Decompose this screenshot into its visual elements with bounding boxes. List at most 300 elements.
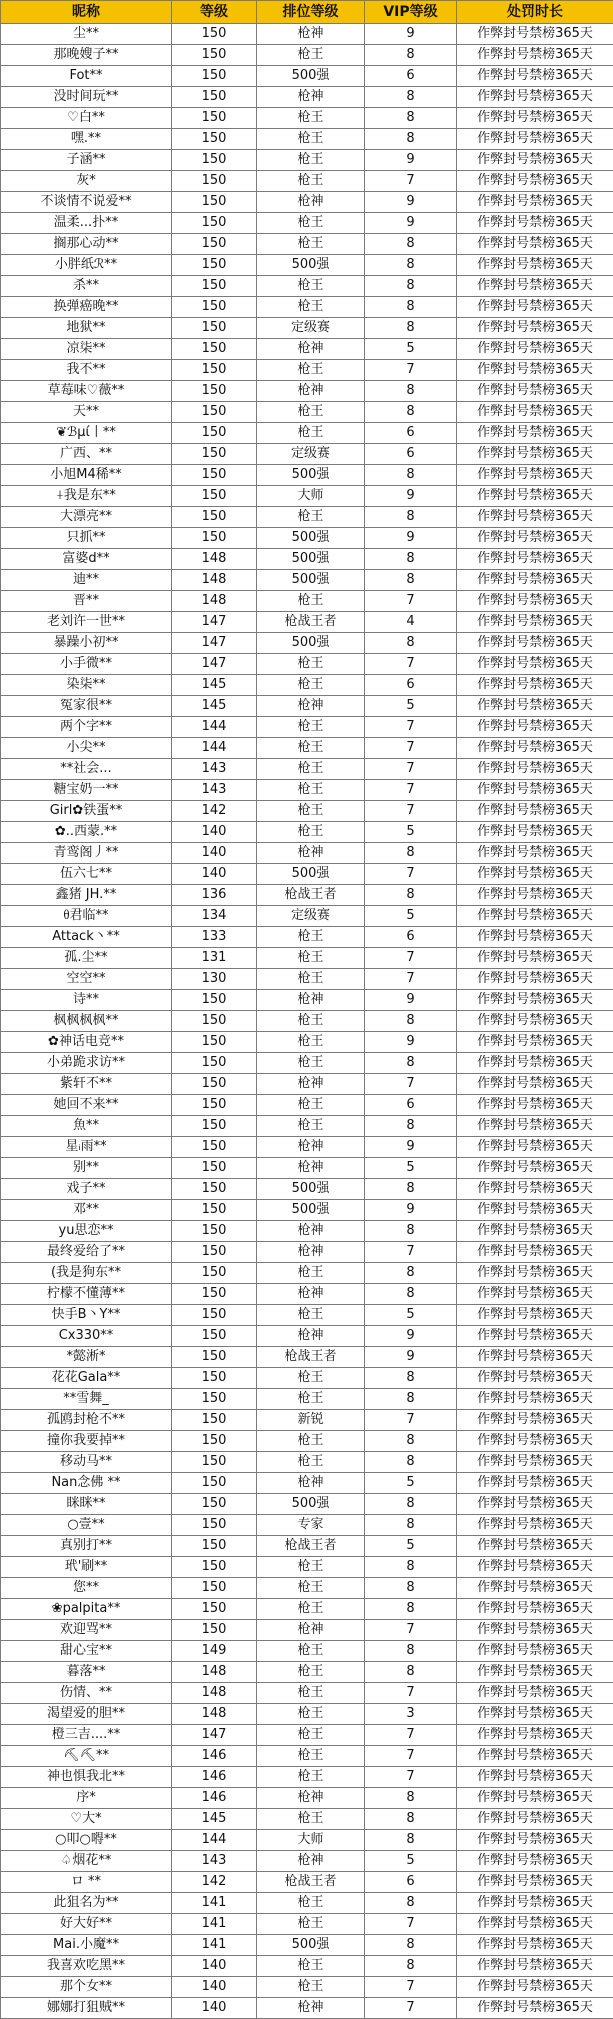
nickname-cell: 只抓** (1, 528, 172, 549)
vip-level-cell: 9 (365, 24, 457, 45)
rank-tier-cell: 枪王 (257, 654, 365, 675)
rank-tier-cell: 枪神 (257, 1221, 365, 1242)
vip-level-cell: 7 (365, 1410, 457, 1431)
nickname-cell: 小胖纸ℛ** (1, 255, 172, 276)
nickname-cell: 别** (1, 1158, 172, 1179)
level-cell: 150 (172, 1095, 257, 1116)
level-cell: 148 (172, 549, 257, 570)
punishment-cell: 作弊封号禁榜365天 (457, 360, 613, 381)
punishment-cell: 作弊封号禁榜365天 (457, 87, 613, 108)
nickname-cell: 您** (1, 1578, 172, 1599)
rank-tier-cell: 枪王 (257, 1662, 365, 1683)
nickname-cell: 大漂亮** (1, 507, 172, 528)
level-cell: 150 (172, 1368, 257, 1389)
table-row (1, 1032, 613, 1053)
table-row (1, 318, 613, 339)
table-row (1, 255, 613, 276)
vip-level-cell: 8 (365, 1431, 457, 1452)
nickname-cell: ❀palpita** (1, 1599, 172, 1620)
nickname-cell: Attack丶** (1, 927, 172, 948)
rank-tier-cell: 枪王 (257, 1725, 365, 1746)
nickname-cell: ♡白** (1, 108, 172, 129)
level-cell: 150 (172, 444, 257, 465)
rank-tier-cell: 大师 (257, 486, 365, 507)
level-cell: 150 (172, 990, 257, 1011)
table-row (1, 696, 613, 717)
level-cell: 145 (172, 1809, 257, 1830)
table-row (1, 1137, 613, 1158)
rank-tier-cell: 枪神 (257, 1620, 365, 1641)
nickname-cell: 地狱** (1, 318, 172, 339)
table-row (1, 1662, 613, 1683)
punishment-cell: 作弊封号禁榜365天 (457, 255, 613, 276)
vip-level-cell: 7 (365, 1725, 457, 1746)
level-cell: 150 (172, 1305, 257, 1326)
nickname-cell: 欢迎骂** (1, 1620, 172, 1641)
rank-tier-cell: 枪王 (257, 129, 365, 150)
table-row (1, 66, 613, 87)
table-row (1, 1326, 613, 1347)
table-row (1, 948, 613, 969)
table-row (1, 1704, 613, 1725)
punishment-cell: 作弊封号禁榜365天 (457, 1725, 613, 1746)
rank-tier-cell: 枪王 (257, 423, 365, 444)
punishment-cell: 作弊封号禁榜365天 (457, 1137, 613, 1158)
nickname-cell: 没时间玩** (1, 87, 172, 108)
table-row (1, 150, 613, 171)
table-row (1, 1683, 613, 1704)
vip-level-cell: 8 (365, 843, 457, 864)
nickname-cell: ⛏⛏** (1, 1746, 172, 1767)
rank-tier-cell: 枪王 (257, 1704, 365, 1725)
level-cell: 142 (172, 801, 257, 822)
level-cell: 150 (172, 1011, 257, 1032)
vip-level-cell: 9 (365, 990, 457, 1011)
level-cell: 150 (172, 486, 257, 507)
table-row (1, 234, 613, 255)
vip-level-cell: 8 (365, 1284, 457, 1305)
punishment-cell: 作弊封号禁榜365天 (457, 1809, 613, 1830)
nickname-cell: Mai.小魔** (1, 1935, 172, 1956)
nickname-cell: 空空** (1, 969, 172, 990)
punishment-cell: 作弊封号禁榜365天 (457, 1599, 613, 1620)
level-cell: 150 (172, 1557, 257, 1578)
rank-tier-cell: 枪王 (257, 1809, 365, 1830)
punishment-cell: 作弊封号禁榜365天 (457, 1914, 613, 1935)
punishment-cell: 作弊封号禁榜365天 (457, 675, 613, 696)
punishment-cell: 作弊封号禁榜365天 (457, 1326, 613, 1347)
table-header (1, 1, 613, 24)
vip-level-cell: 6 (365, 675, 457, 696)
level-cell: 150 (172, 24, 257, 45)
table-row (1, 759, 613, 780)
table-row (1, 1284, 613, 1305)
level-cell: 150 (172, 1410, 257, 1431)
punishment-cell: 作弊封号禁榜365天 (457, 1893, 613, 1914)
nickname-cell: 暴躁小初** (1, 633, 172, 654)
table-row (1, 1494, 613, 1515)
level-cell: 133 (172, 927, 257, 948)
rank-tier-cell: 定级赛 (257, 906, 365, 927)
nickname-cell: ○叩○嘚** (1, 1830, 172, 1851)
punishment-cell: 作弊封号禁榜365天 (457, 885, 613, 906)
nickname-cell: 那个女** (1, 1977, 172, 1998)
table-row (1, 1410, 613, 1431)
level-cell: 150 (172, 1263, 257, 1284)
table-row (1, 549, 613, 570)
vip-level-cell: 7 (365, 948, 457, 969)
table-row (1, 1368, 613, 1389)
table-row (1, 780, 613, 801)
table-row (1, 591, 613, 612)
punishment-cell: 作弊封号禁榜365天 (457, 1536, 613, 1557)
rank-tier-cell: 枪王 (257, 969, 365, 990)
level-cell: 150 (172, 402, 257, 423)
vip-level-cell: 9 (365, 1347, 457, 1368)
rank-tier-cell: 500强 (257, 465, 365, 486)
table-row (1, 1116, 613, 1137)
rank-tier-cell: 枪王 (257, 297, 365, 318)
level-cell: 145 (172, 675, 257, 696)
table-row (1, 1851, 613, 1872)
level-cell: 142 (172, 1872, 257, 1893)
vip-level-cell: 6 (365, 66, 457, 87)
punishment-cell: 作弊封号禁榜365天 (457, 1074, 613, 1095)
rank-tier-cell: 枪神 (257, 1788, 365, 1809)
rank-tier-cell: 枪神 (257, 381, 365, 402)
level-cell: 150 (172, 1347, 257, 1368)
table-row (1, 990, 613, 1011)
vip-level-cell: 9 (365, 528, 457, 549)
nickname-cell: 子涵** (1, 150, 172, 171)
punishment-cell: 作弊封号禁榜365天 (457, 1872, 613, 1893)
rank-tier-cell: 枪王 (257, 1431, 365, 1452)
rank-tier-cell: 枪王 (257, 1011, 365, 1032)
punishment-cell: 作弊封号禁榜365天 (457, 381, 613, 402)
level-cell: 147 (172, 654, 257, 675)
nickname-cell: 尘** (1, 24, 172, 45)
punishment-cell: 作弊封号禁榜365天 (457, 1284, 613, 1305)
vip-level-cell: 8 (365, 45, 457, 66)
level-cell: 150 (172, 297, 257, 318)
table-row (1, 339, 613, 360)
nickname-cell: 天** (1, 402, 172, 423)
nickname-cell: 孤鸥封枪不** (1, 1410, 172, 1431)
punishment-cell: 作弊封号禁榜365天 (457, 1452, 613, 1473)
nickname-cell: 神也惧我北** (1, 1767, 172, 1788)
rank-tier-cell: 枪王 (257, 360, 365, 381)
rank-tier-cell: 500强 (257, 1494, 365, 1515)
table-row (1, 423, 613, 444)
rank-tier-cell: 枪神 (257, 1284, 365, 1305)
nickname-cell: 柠檬不懂薄** (1, 1284, 172, 1305)
nickname-cell: 不谈情不说爱** (1, 192, 172, 213)
nickname-cell: 渴望爱的胆** (1, 1704, 172, 1725)
level-cell: 148 (172, 591, 257, 612)
punishment-cell: 作弊封号禁榜365天 (457, 906, 613, 927)
vip-level-cell: 7 (365, 717, 457, 738)
punishment-cell: 作弊封号禁榜365天 (457, 717, 613, 738)
level-cell: 150 (172, 129, 257, 150)
vip-level-cell: 8 (365, 1494, 457, 1515)
nickname-cell: ♡大* (1, 1809, 172, 1830)
table-row (1, 1977, 613, 1998)
table-row (1, 570, 613, 591)
rank-tier-cell: 500强 (257, 549, 365, 570)
level-cell: 145 (172, 696, 257, 717)
header-vip-level: VIP等级 (365, 1, 457, 24)
nickname-cell: 温柔...扑** (1, 213, 172, 234)
table-row (1, 1452, 613, 1473)
vip-level-cell: 8 (365, 297, 457, 318)
punishment-cell: 作弊封号禁榜365天 (457, 1389, 613, 1410)
table-row (1, 1830, 613, 1851)
table-row (1, 654, 613, 675)
level-cell: 150 (172, 1200, 257, 1221)
level-cell: 150 (172, 1389, 257, 1410)
table-row (1, 1557, 613, 1578)
punishment-cell: 作弊封号禁榜365天 (457, 822, 613, 843)
punishment-cell: 作弊封号禁榜365天 (457, 234, 613, 255)
level-cell: 150 (172, 1221, 257, 1242)
rank-tier-cell: 枪王 (257, 927, 365, 948)
nickname-cell: 老刘许一世** (1, 612, 172, 633)
table-row (1, 906, 613, 927)
vip-level-cell: 8 (365, 1011, 457, 1032)
header-rank-tier: 排位等级 (257, 1, 365, 24)
vip-level-cell: 6 (365, 927, 457, 948)
level-cell: 140 (172, 1956, 257, 1977)
rank-tier-cell: 枪王 (257, 948, 365, 969)
table-row (1, 801, 613, 822)
punishment-cell: 作弊封号禁榜365天 (457, 213, 613, 234)
rank-tier-cell: 枪王 (257, 45, 365, 66)
punishment-cell: 作弊封号禁榜365天 (457, 1158, 613, 1179)
nickname-cell: 星ᵢ雨** (1, 1137, 172, 1158)
rank-tier-cell: 枪战王者 (257, 612, 365, 633)
punishment-cell: 作弊封号禁榜365天 (457, 1179, 613, 1200)
table-row (1, 822, 613, 843)
vip-level-cell: 8 (365, 1830, 457, 1851)
punishment-cell: 作弊封号禁榜365天 (457, 1557, 613, 1578)
vip-level-cell: 7 (365, 1767, 457, 1788)
rank-tier-cell: 枪战王者 (257, 1872, 365, 1893)
vip-level-cell: 9 (365, 486, 457, 507)
table-row (1, 507, 613, 528)
table-row (1, 738, 613, 759)
table-row (1, 1641, 613, 1662)
vip-level-cell: 8 (365, 234, 457, 255)
punishment-cell: 作弊封号禁榜365天 (457, 423, 613, 444)
nickname-cell: 迪** (1, 570, 172, 591)
rank-tier-cell: 枪王 (257, 1599, 365, 1620)
vip-level-cell: 6 (365, 444, 457, 465)
table-row (1, 1158, 613, 1179)
punishment-cell: 作弊封号禁榜365天 (457, 1200, 613, 1221)
table-row (1, 1179, 613, 1200)
punishment-cell: 作弊封号禁榜365天 (457, 759, 613, 780)
level-cell: 150 (172, 1536, 257, 1557)
level-cell: 150 (172, 1032, 257, 1053)
nickname-cell: 紫轩不** (1, 1074, 172, 1095)
table-row (1, 444, 613, 465)
table-row (1, 87, 613, 108)
level-cell: 144 (172, 738, 257, 759)
vip-level-cell: 7 (365, 738, 457, 759)
table-row (1, 1389, 613, 1410)
vip-level-cell: 7 (365, 1914, 457, 1935)
rank-tier-cell: 枪王 (257, 1641, 365, 1662)
level-cell: 140 (172, 1998, 257, 2019)
punishment-cell: 作弊封号禁榜365天 (457, 1830, 613, 1851)
punishment-cell: 作弊封号禁榜365天 (457, 612, 613, 633)
punishment-cell: 作弊封号禁榜365天 (457, 318, 613, 339)
vip-level-cell: 8 (365, 1263, 457, 1284)
vip-level-cell: 8 (365, 129, 457, 150)
table-row (1, 1767, 613, 1788)
rank-tier-cell: 枪王 (257, 591, 365, 612)
vip-level-cell: 5 (365, 1473, 457, 1494)
table-row (1, 360, 613, 381)
punishment-cell: 作弊封号禁榜365天 (457, 1116, 613, 1137)
vip-level-cell: 8 (365, 1557, 457, 1578)
rank-tier-cell: 枪王 (257, 1452, 365, 1473)
nickname-cell: 快手B丶Y** (1, 1305, 172, 1326)
rank-tier-cell: 枪王 (257, 1746, 365, 1767)
vip-level-cell: 3 (365, 1704, 457, 1725)
nickname-cell: 灰* (1, 171, 172, 192)
vip-level-cell: 8 (365, 87, 457, 108)
table-row (1, 1578, 613, 1599)
level-cell: 150 (172, 423, 257, 444)
table-row (1, 1725, 613, 1746)
punishment-cell: 作弊封号禁榜365天 (457, 108, 613, 129)
rank-tier-cell: 枪王 (257, 1893, 365, 1914)
punishment-cell: 作弊封号禁榜365天 (457, 1053, 613, 1074)
punishment-cell: 作弊封号禁榜365天 (457, 1221, 613, 1242)
punishment-cell: 作弊封号禁榜365天 (457, 1851, 613, 1872)
vip-level-cell: 8 (365, 1515, 457, 1536)
vip-level-cell: 8 (365, 1788, 457, 1809)
punishment-cell: 作弊封号禁榜365天 (457, 150, 613, 171)
punishment-cell: 作弊封号禁榜365天 (457, 1011, 613, 1032)
punishment-cell: 作弊封号禁榜365天 (457, 1935, 613, 1956)
table-row (1, 1788, 613, 1809)
table-row (1, 45, 613, 66)
level-cell: 131 (172, 948, 257, 969)
punishment-cell: 作弊封号禁榜365天 (457, 507, 613, 528)
table-row (1, 1872, 613, 1893)
level-cell: 150 (172, 1452, 257, 1473)
punishment-cell: 作弊封号禁榜365天 (457, 66, 613, 87)
nickname-cell: 晋** (1, 591, 172, 612)
rank-tier-cell: 枪神 (257, 1851, 365, 1872)
level-cell: 134 (172, 906, 257, 927)
punishment-cell: 作弊封号禁榜365天 (457, 45, 613, 66)
vip-level-cell: 8 (365, 1578, 457, 1599)
vip-level-cell: 8 (365, 465, 457, 486)
level-cell: 150 (172, 213, 257, 234)
rank-tier-cell: 枪神 (257, 1074, 365, 1095)
rank-tier-cell: 枪王 (257, 1914, 365, 1935)
vip-level-cell: 5 (365, 906, 457, 927)
rank-tier-cell: 枪王 (257, 171, 365, 192)
table-row (1, 864, 613, 885)
nickname-cell: ロ ** (1, 1872, 172, 1893)
punishment-cell: 作弊封号禁榜365天 (457, 444, 613, 465)
table-row (1, 1914, 613, 1935)
vip-level-cell: 7 (365, 654, 457, 675)
punishment-cell: 作弊封号禁榜365天 (457, 738, 613, 759)
vip-level-cell: 8 (365, 1116, 457, 1137)
level-cell: 146 (172, 1746, 257, 1767)
vip-level-cell: 6 (365, 1872, 457, 1893)
level-cell: 148 (172, 1704, 257, 1725)
vip-level-cell: 8 (365, 255, 457, 276)
vip-level-cell: 9 (365, 1137, 457, 1158)
nickname-cell: Fot** (1, 66, 172, 87)
rank-tier-cell: 枪王 (257, 276, 365, 297)
level-cell: 150 (172, 1242, 257, 1263)
rank-tier-cell: 枪神 (257, 990, 365, 1011)
level-cell: 150 (172, 507, 257, 528)
table-row (1, 465, 613, 486)
vip-level-cell: 8 (365, 1641, 457, 1662)
level-cell: 140 (172, 843, 257, 864)
punishment-cell: 作弊封号禁榜365天 (457, 1242, 613, 1263)
level-cell: 150 (172, 1473, 257, 1494)
level-cell: 150 (172, 1116, 257, 1137)
level-cell: 150 (172, 255, 257, 276)
level-cell: 150 (172, 465, 257, 486)
table-row (1, 528, 613, 549)
level-cell: 147 (172, 612, 257, 633)
level-cell: 150 (172, 381, 257, 402)
nickname-cell: Cx330** (1, 1326, 172, 1347)
vip-level-cell: 9 (365, 1200, 457, 1221)
rank-tier-cell: 枪王 (257, 717, 365, 738)
rank-tier-cell: 枪王 (257, 1557, 365, 1578)
rank-tier-cell: 新锐 (257, 1410, 365, 1431)
nickname-cell: 孤.尘** (1, 948, 172, 969)
nickname-cell: 那晚嫂子** (1, 45, 172, 66)
vip-level-cell: 8 (365, 1809, 457, 1830)
table-row (1, 1347, 613, 1368)
rank-tier-cell: 枪王 (257, 1305, 365, 1326)
nickname-cell: 青鸾阁丿** (1, 843, 172, 864)
header-punishment-duration: 处罚时长 (457, 1, 613, 24)
rank-tier-cell: 500强 (257, 633, 365, 654)
punishment-cell: 作弊封号禁榜365天 (457, 843, 613, 864)
punishment-cell: 作弊封号禁榜365天 (457, 192, 613, 213)
level-cell: 141 (172, 1935, 257, 1956)
level-cell: 140 (172, 864, 257, 885)
nickname-cell: 真别打** (1, 1536, 172, 1557)
punishment-cell: 作弊封号禁榜365天 (457, 1410, 613, 1431)
punishment-cell: 作弊封号禁榜365天 (457, 1788, 613, 1809)
table-row (1, 1935, 613, 1956)
vip-level-cell: 8 (365, 402, 457, 423)
vip-level-cell: 5 (365, 696, 457, 717)
nickname-cell: 花花Gala** (1, 1368, 172, 1389)
rank-tier-cell: 枪神 (257, 1998, 365, 2019)
level-cell: 150 (172, 1137, 257, 1158)
rank-tier-cell: 枪神 (257, 696, 365, 717)
vip-level-cell: 7 (365, 1998, 457, 2019)
nickname-cell: 好大好** (1, 1914, 172, 1935)
nickname-cell: 戏子** (1, 1179, 172, 1200)
rank-tier-cell: 专家 (257, 1515, 365, 1536)
